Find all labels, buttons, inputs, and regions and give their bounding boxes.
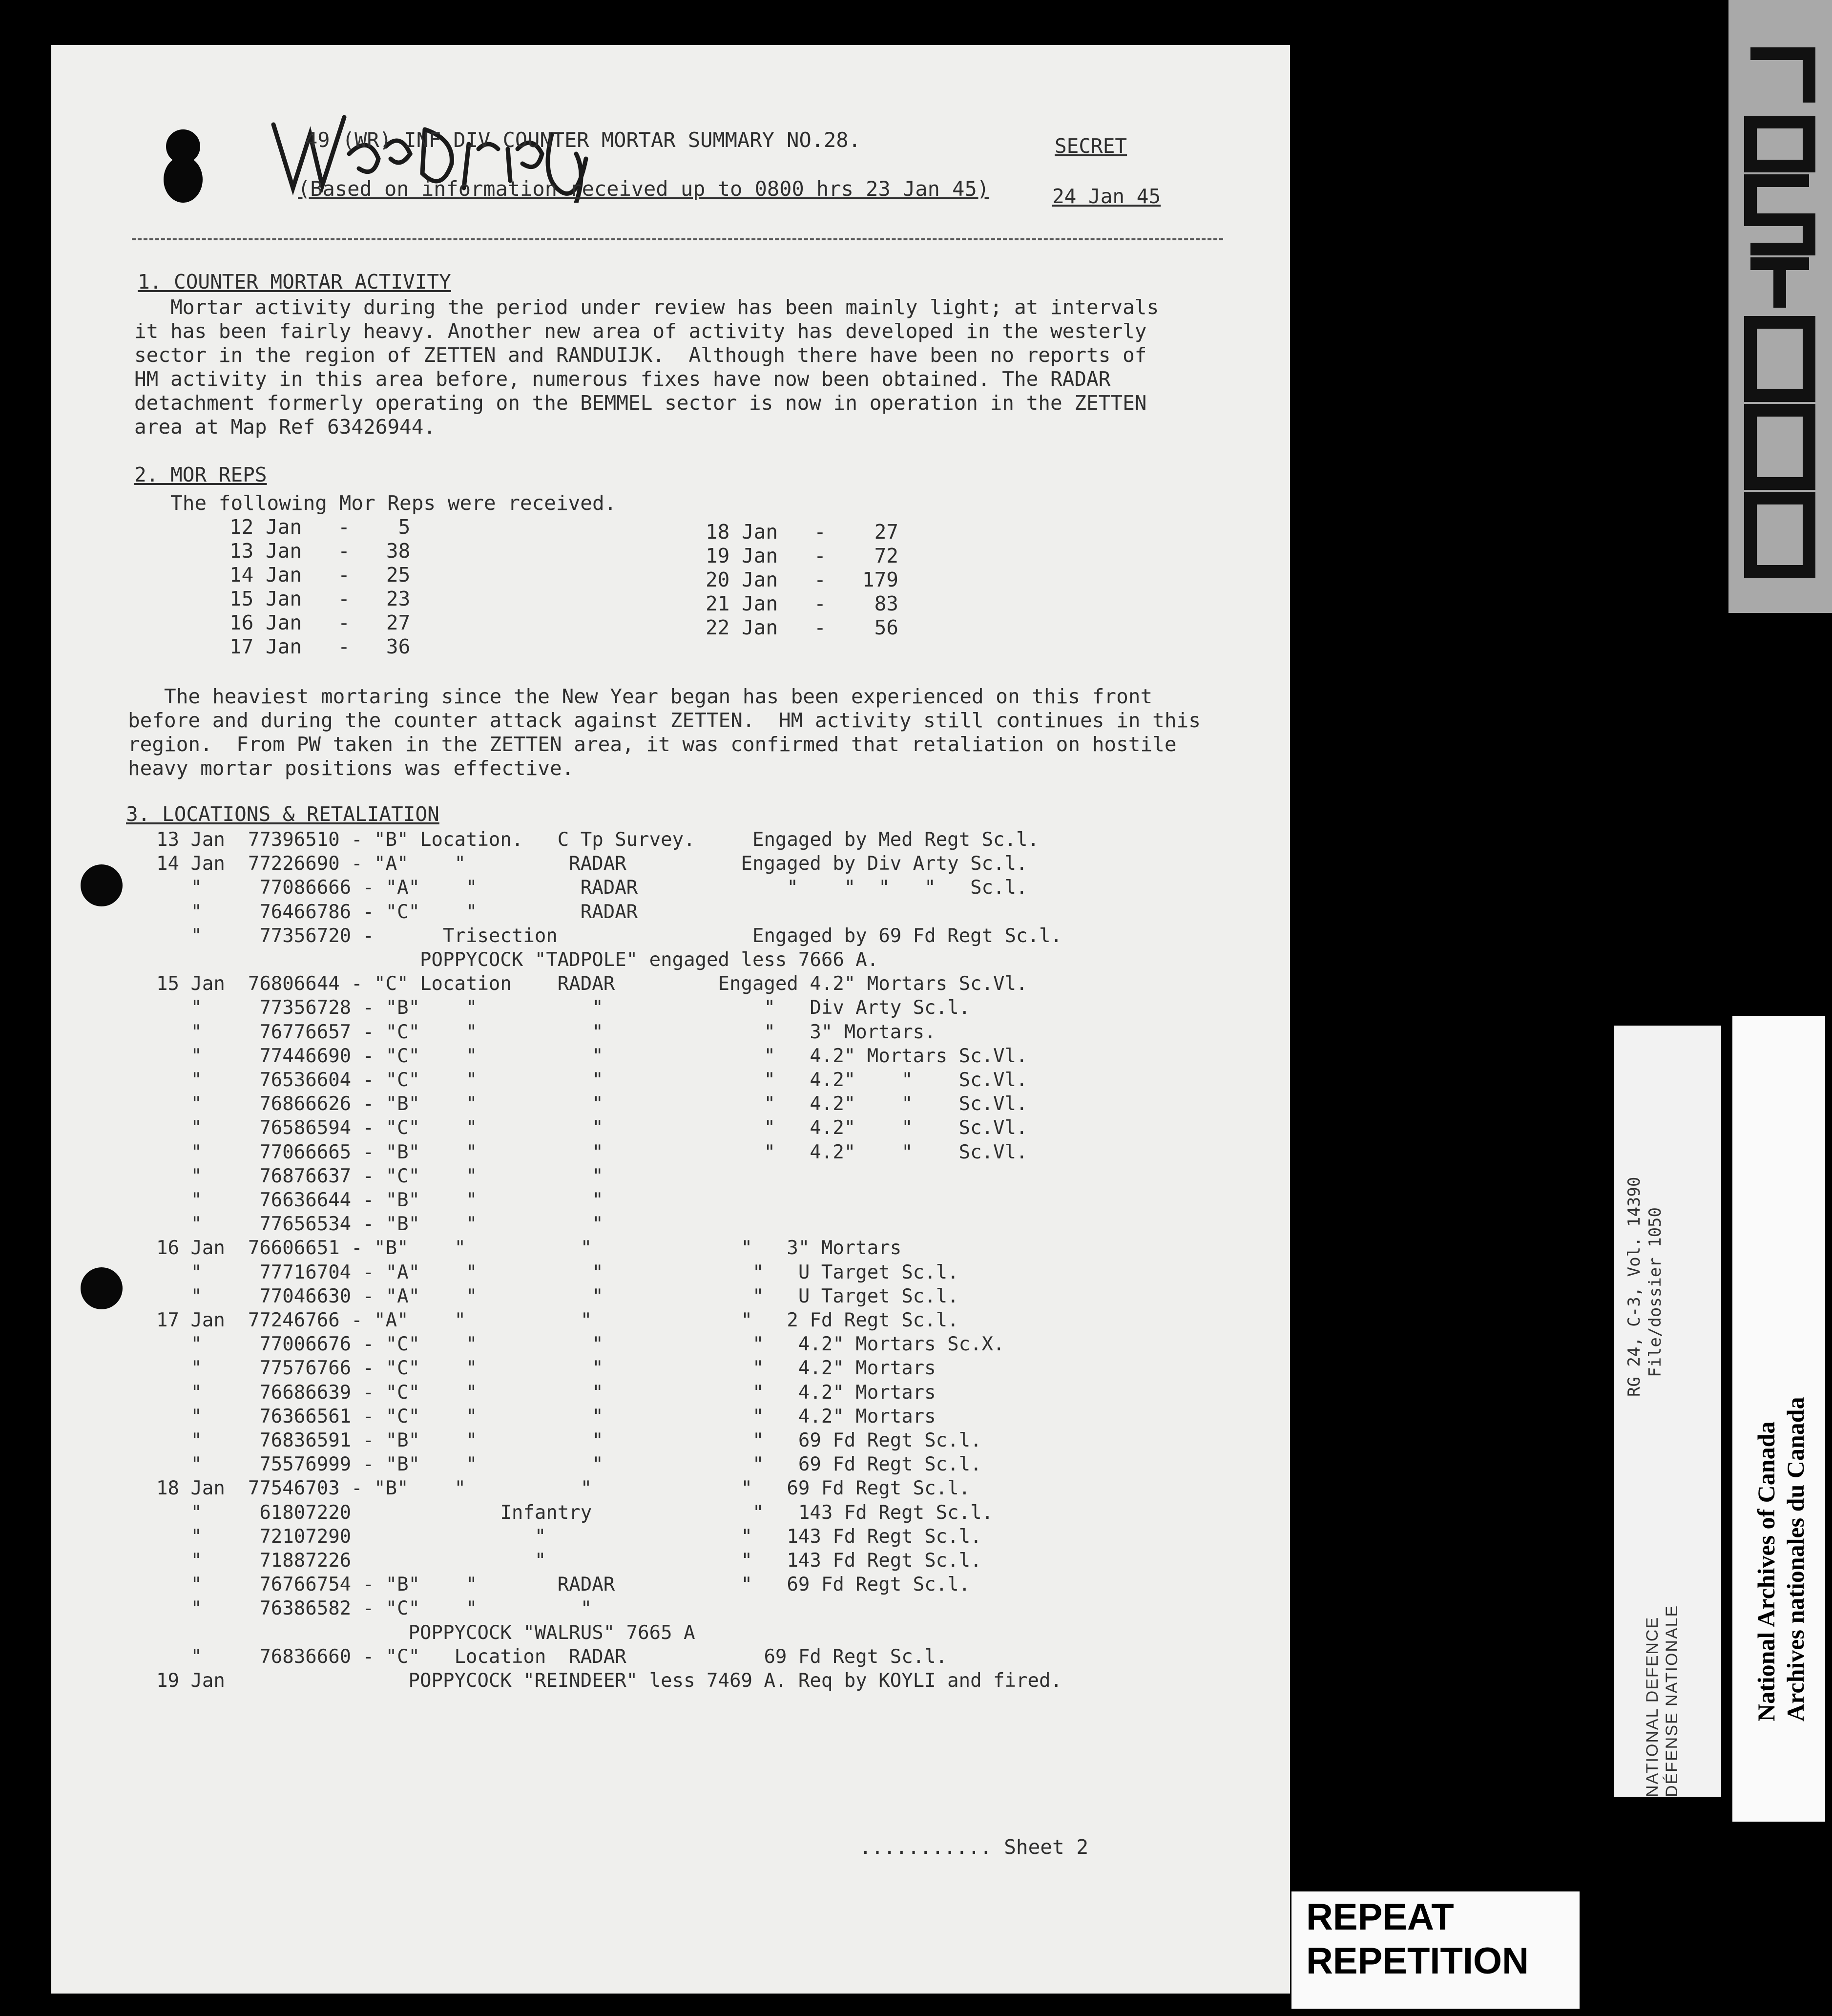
repeat-label: REPEAT	[1306, 1896, 1454, 1938]
location-row: " 76366561 - "C" " " " 4.2" Mortars	[156, 1406, 936, 1428]
mor-rep-entry: 22 Jan - 56	[706, 616, 898, 639]
location-row: " 76636644 - "B" " "	[156, 1189, 604, 1211]
location-row: 14 Jan 77226690 - "A" " RADAR Engaged by Div Arty Sc.l.	[156, 853, 1028, 875]
location-row: " 61807220 Infantry " 143 Fd Regt Sc.l.	[156, 1502, 994, 1524]
national-archives-en: National Archives of Canada	[1752, 1421, 1780, 1722]
location-row: 16 Jan 76606651 - "B" " " " 3" Mortars	[156, 1237, 902, 1259]
location-row: " 77356728 - "B" " " " Div Arty Sc.l.	[156, 997, 971, 1019]
document-title: 49 (WR) INF DIV COUNTER MORTAR SUMMARY NO.28.	[305, 128, 861, 152]
section-2-line: heavy mortar positions was effective.	[128, 756, 574, 780]
location-row: " 76836591 - "B" " " " 69 Fd Regt Sc.l.	[156, 1429, 982, 1451]
location-row: " 76686639 - "C" " " " 4.2" Mortars	[156, 1382, 936, 1404]
location-row: " 77446690 - "C" " " " 4.2" Mortars Sc.Vl.	[156, 1045, 1028, 1067]
section-1-line: sector in the region of ZETTEN and RANDUIJK. Although there have been no reports of	[134, 343, 1147, 367]
section-1-line: it has been fairly heavy. Another new area of activity has developed in the westerly	[134, 319, 1147, 343]
mor-rep-entry: 21 Jan - 83	[706, 592, 898, 615]
location-row: " 72107290 " " 143 Fd Regt Sc.l.	[156, 1526, 982, 1548]
section-3-heading: 3. LOCATIONS & RETALIATION	[126, 802, 439, 826]
location-row: " 77006676 - "C" " " " 4.2" Mortars Sc.X.	[156, 1333, 1005, 1355]
mor-rep-entry: 13 Jan - 38	[229, 539, 411, 563]
national-archives-fr: Archives nationales du Canada	[1782, 1397, 1809, 1722]
location-row: " 77576766 - "C" " " " 4.2" Mortars	[156, 1357, 936, 1379]
national-defence-card	[1614, 1026, 1721, 1797]
location-row: " 76386582 - "C" " "	[156, 1597, 592, 1619]
header-divider	[132, 238, 1223, 240]
defence-en: NATIONAL DEFENCE	[1643, 1616, 1662, 1797]
defence-fr: DÉFENSE NATIONALE	[1663, 1604, 1681, 1797]
location-row: POPPYCOCK "WALRUS" 7665 A	[156, 1622, 695, 1644]
location-row: " 71887226 " " 143 Fd Regt Sc.l.	[156, 1550, 982, 1572]
location-row: " 76836660 - "C" Location RADAR 69 Fd Regt Sc.l.	[156, 1646, 948, 1668]
reference-line-1: RG 24, C-3, Vol. 14390	[1624, 1176, 1644, 1397]
location-row: 13 Jan 77396510 - "B" Location. C Tp Survey. Engaged by Med Regt Sc.l.	[156, 829, 1039, 851]
section-1-line: HM activity in this area before, numerous fixes have now been obtained. The RADAR	[134, 367, 1111, 391]
repeat-stamp	[1291, 1891, 1580, 2009]
repetition-label: REPETITION	[1306, 1940, 1529, 1982]
location-row: 17 Jan 77246766 - "A" " " " 2 Fd Regt Sc.l.	[156, 1309, 959, 1331]
location-row: " 77356720 - Trisection Engaged by 69 Fd Regt Sc.l.	[156, 925, 1062, 947]
classification-label: SECRET	[1055, 134, 1127, 158]
location-row: 19 Jan POPPYCOCK "REINDEER" less 7469 A. Req by KOYLI and fired.	[156, 1670, 1062, 1692]
document-subtitle: (Based on information received up to 0800 hrs 23 Jan 45)	[298, 177, 990, 201]
location-row: 15 Jan 76806644 - "C" Location RADAR Engaged 4.2" Mortars Sc.Vl.	[156, 973, 1028, 995]
location-row: POPPYCOCK "TADPOLE" engaged less 7666 A.	[156, 949, 879, 971]
reference-line-2: File/dossier 1050	[1645, 1207, 1665, 1377]
archive-number-stamp	[1733, 34, 1826, 586]
section-2-line: The heaviest mortaring since the New Year began has been experienced on this front	[128, 685, 1153, 708]
location-row: " 76586594 - "C" " " " 4.2" " Sc.Vl.	[156, 1117, 1028, 1139]
mor-rep-entry: 12 Jan - 5	[229, 515, 411, 539]
location-row: 18 Jan 77546703 - "B" " " " 69 Fd Regt Sc.l.	[156, 1477, 971, 1499]
location-row: " 76776657 - "C" " " " 3" Mortars.	[156, 1021, 936, 1043]
mor-rep-entry: 17 Jan - 36	[229, 635, 411, 658]
location-row: " 76876637 - "C" " "	[156, 1165, 604, 1187]
location-row: " 76766754 - "B" " RADAR " 69 Fd Regt Sc.l.	[156, 1574, 971, 1596]
location-row: " 77716704 - "A" " " " U Target Sc.l.	[156, 1261, 959, 1283]
section-1-line: detachment formerly operating on the BEMMEL sector is now in operation in the ZETTEN	[134, 391, 1147, 415]
location-row: " 77066665 - "B" " " " 4.2" " Sc.Vl.	[156, 1141, 1028, 1163]
document-date: 24 Jan 45	[1052, 185, 1161, 208]
national-archives-card	[1732, 1016, 1825, 1822]
mor-rep-entry: 18 Jan - 27	[706, 520, 898, 544]
section-2-line: region. From PW taken in the ZETTEN area, it was confirmed that retaliation on hostile	[128, 733, 1177, 756]
section-2-intro: The following Mor Reps were received.	[134, 491, 617, 515]
punch-hole-middle	[81, 864, 123, 906]
location-row: " 77046630 - "A" " " " U Target Sc.l.	[156, 1285, 959, 1307]
location-row: " 76866626 - "B" " " " 4.2" " Sc.Vl.	[156, 1093, 1028, 1115]
mor-rep-entry: 20 Jan - 179	[706, 568, 898, 591]
section-2-heading: 2. MOR REPS	[134, 463, 267, 486]
location-row: " 76466786 - "C" " RADAR	[156, 901, 638, 923]
section-2-line: before and during the counter attack against ZETTEN. HM activity still continues in this	[128, 709, 1201, 732]
location-row: " 76536604 - "C" " " " 4.2" " Sc.Vl.	[156, 1069, 1028, 1091]
location-row: " 77656534 - "B" " "	[156, 1213, 604, 1235]
punch-hole-top-2	[164, 156, 203, 203]
mor-rep-entry: 15 Jan - 23	[229, 587, 411, 610]
mor-rep-entry: 14 Jan - 25	[229, 563, 411, 587]
sheet-indicator: ........... Sheet 2	[859, 1835, 1088, 1859]
section-1-line: Mortar activity during the period under review has been mainly light; at intervals	[134, 295, 1159, 319]
location-row: " 77086666 - "A" " RADAR " " " " Sc.l.	[156, 877, 1028, 899]
mor-rep-entry: 16 Jan - 27	[229, 611, 411, 634]
punch-hole-lower	[81, 1267, 123, 1309]
mor-rep-entry: 19 Jan - 72	[706, 544, 898, 567]
section-1-line: area at Map Ref 63426944.	[134, 415, 436, 439]
section-1-heading: 1. COUNTER MORTAR ACTIVITY	[138, 270, 451, 294]
location-row: " 75576999 - "B" " " " 69 Fd Regt Sc.l.	[156, 1453, 982, 1475]
